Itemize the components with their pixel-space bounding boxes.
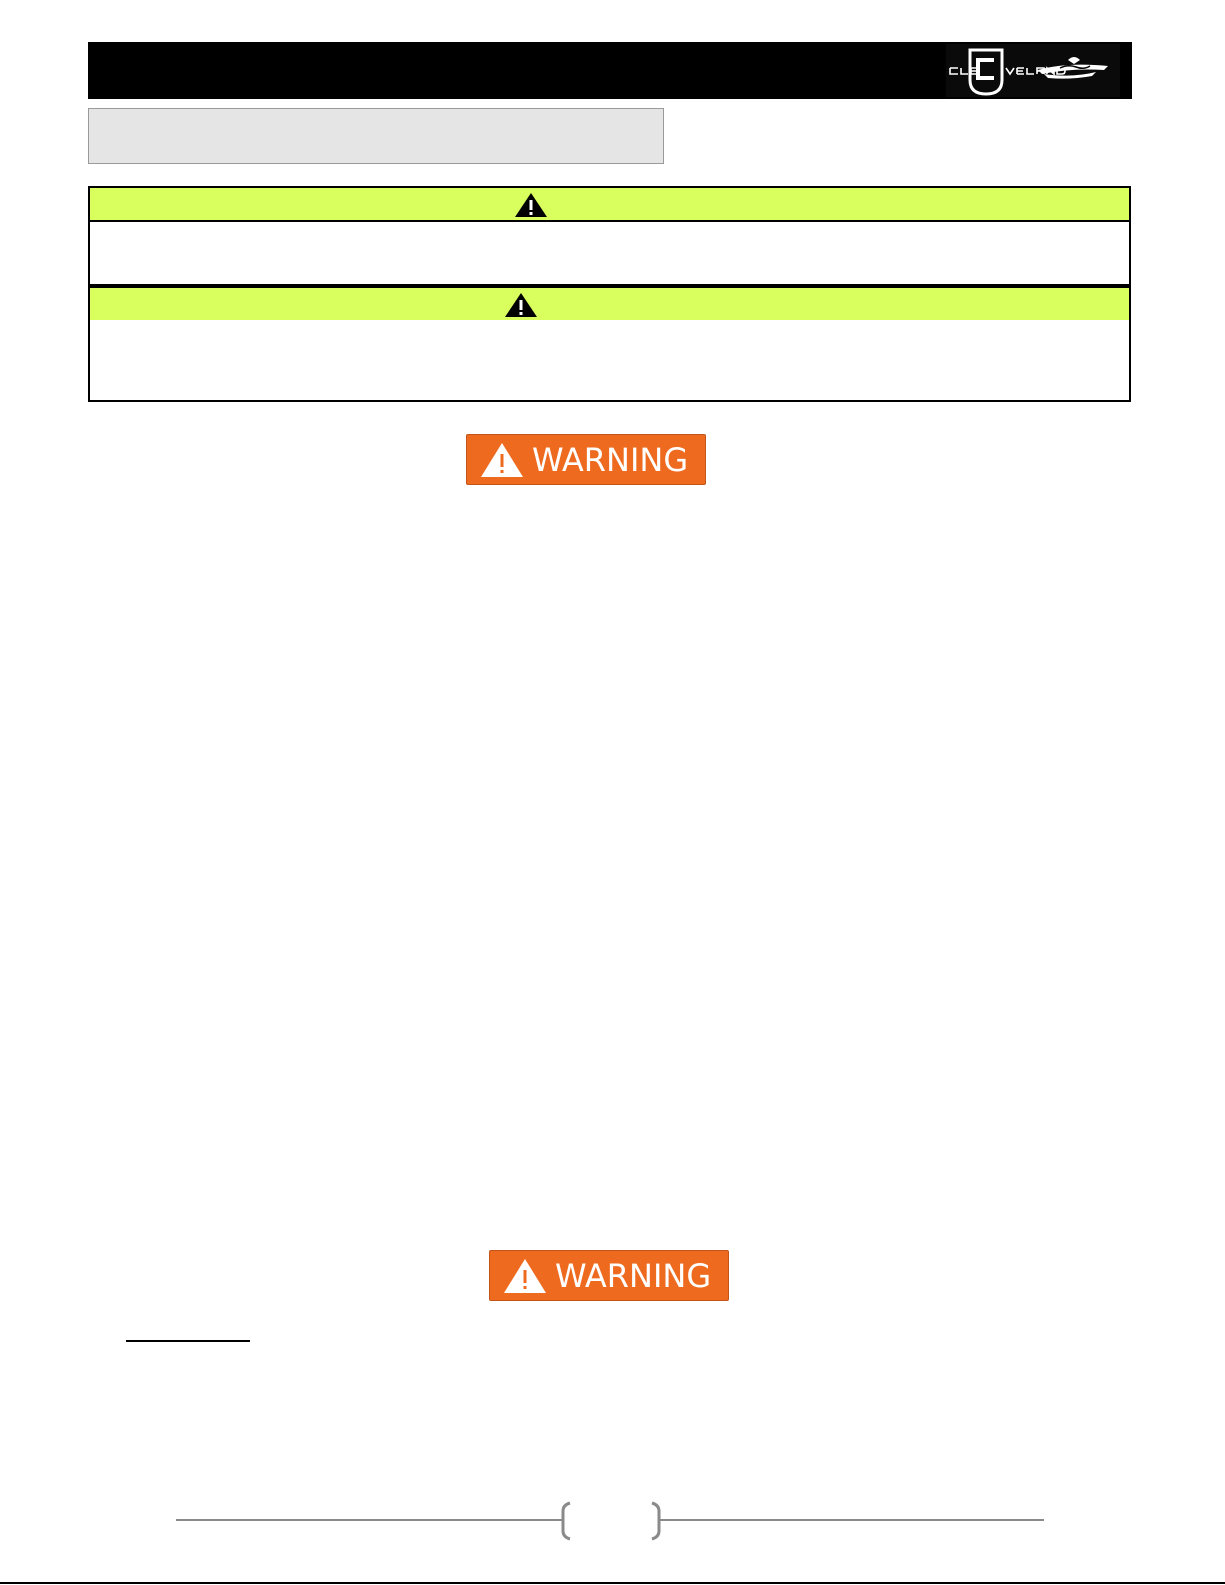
heading-underline <box>126 1340 250 1342</box>
footer-rule-left <box>176 1519 562 1521</box>
warning-triangle-icon <box>513 191 549 219</box>
cleveland-script-logo <box>946 44 1120 97</box>
notice-body-1 <box>88 222 1131 286</box>
warning-badge-1 <box>466 434 706 485</box>
notice-header-1 <box>88 186 1131 222</box>
notice-body-2 <box>88 320 1131 402</box>
section-title-box <box>88 108 664 164</box>
header-bar <box>88 42 1132 99</box>
page-bracket-left <box>560 1501 572 1541</box>
warning-badge-2 <box>489 1250 729 1301</box>
page-bottom-rule <box>0 1582 1225 1584</box>
warning-triangle-icon <box>503 291 539 319</box>
warning-label: WARNING <box>532 441 689 479</box>
warning-triangle-icon <box>479 441 525 479</box>
notice-header-2 <box>88 286 1131 322</box>
brand-logos <box>946 44 1120 97</box>
page-bracket-right <box>650 1501 662 1541</box>
warning-label: WARNING <box>555 1257 712 1295</box>
warning-triangle-icon <box>502 1257 548 1295</box>
footer-rule-right <box>660 1519 1044 1521</box>
